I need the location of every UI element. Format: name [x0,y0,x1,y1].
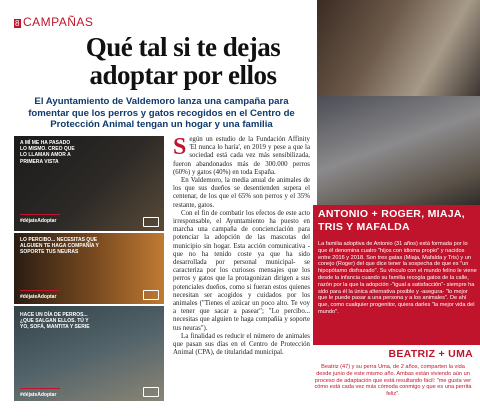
box-text: La familia adoptiva de Antonio (31 años) está formada por lo que él denomina cuatro "hijos con idioma propio" y nacidos entre 2016 y 2018. Son tres gatas (Miaja, Mafalda y Tris) y un conejo (Roger) del que dice tener la sospecha de que es "un hipopótamo disfrazado". Su vínculo con el mundo felino le viene desde la infancia cuando su familia recogía gatos de la calle, razón por la que la adopción -"igual a satisfacción"- siempre ha sido para él la única alternativa posible y -asegura- "lo mejor que le puede pasar a una persona y a los animales". De ahí que, como cualquier progenitor, quiera darles "la mejor vida del mundo". [318,241,477,315]
box-text-beatriz: Beatriz (47) y su perra Uma, de 2 años, comparten la vida desde junio de este mismo año. Ambas están viviendo aún un proceso de adaptación que está resultando fácil: "me gusta ver cómo está cada vez más cómoda conmigo y que es una perrita feliz". [314,364,472,398]
ad-rule [20,214,60,215]
page-number: 8 [15,19,20,28]
section-name: CAMPAÑAS [22,15,94,29]
council-logo-icon [143,290,159,300]
ad-text: LO PERCIBO... NECESITAS QUE ALGUIEN TE HAGA COMPAÑÍA Y SOPORTE TUS NEURAS [20,237,99,256]
council-logo-icon [143,217,159,227]
ad-text: HACE UN DÍA DE PERROS... ¿QUE SALGAN ELLOS. TÚ Y YO, SOFÁ, MANTITA Y SERIE [20,312,90,331]
photo-cat-rabbit [317,0,480,96]
section-label [14,15,93,29]
article-paragraph: Con el fin de combatir los efectos de este acto irresponsable, el Ayuntamiento ha puesto en marcha una campaña de concienciación para potenciar la adopción de las mascotas del municipio sin hogar. Esta acción comunicativa -que no ha tenido coste ya que ha sido desarrollada por personal municipal- se caracteriza por los curiosos mensajes que los perros y gatos que la protagonizan dirigen a sus potenciales dueños, como si fueran estos quienes necesitan ser acogidos y cuidados por los animales ("Tienes el azúcar un poco alto. Te voy a tener que sacar a pasear"; "Lo percibo... necesitas que alguien te haga compañía y soporte tus neuras"). [173,209,310,332]
box-heading: ANTONIO + ROGER, MIAJA, TRIS Y MAFALDA [318,208,466,233]
ad-hashtag: #déjateAdoptar [20,392,57,398]
ad-rule [20,290,60,291]
drop-cap: S [173,134,187,160]
campaign-ad-cat-tabby [14,306,164,401]
ad-text: A MÍ ME HA PASADO LO MISMO. CREO QUE LO LLAMAN AMOR A PRIMERA VISTA [20,140,75,165]
ad-rule [20,388,60,389]
article-paragraph: Según un estudio de la Fundación Affinity 'El nunca lo haría', en 2019 y pese a que la sociedad está cada vez más sensibilizada, fueron abandonados más de 300.000 perros (60%) y gatos (40%) en toda España. [173,134,310,176]
article-paragraph: En Valdemoro, la media anual de animales de los que sus dueños se desentienden supera el centenar, de los que el 65% son perros y el 35% restante, gatos. [173,177,310,209]
subhead: El Ayuntamiento de Valdemoro lanza una campaña para fomentar que los perros y gatos recogidos en el Centro de Protección Animal tengan un hogar y una familia [28,96,295,130]
ad-hashtag: #déjateAdoptar [20,218,57,224]
campaign-ad-cat-orange [14,233,164,304]
photo-antonio-pets [317,96,480,206]
article-paragraph: La finalidad es reducir el número de animales que pasan sus días en el Centro de Protección Animal (CPA), de titularidad municipal. [173,332,310,357]
campaign-ad-dog [14,136,164,231]
headline: Qué tal si te dejas adoptar por ellos [85,32,281,90]
box-heading-beatriz: BEATRIZ + UMA [388,348,473,360]
adopter-box-antonio [313,205,480,345]
ad-hashtag: #déjateAdoptar [20,294,57,300]
article-body [173,136,310,357]
council-logo-icon [143,387,159,397]
